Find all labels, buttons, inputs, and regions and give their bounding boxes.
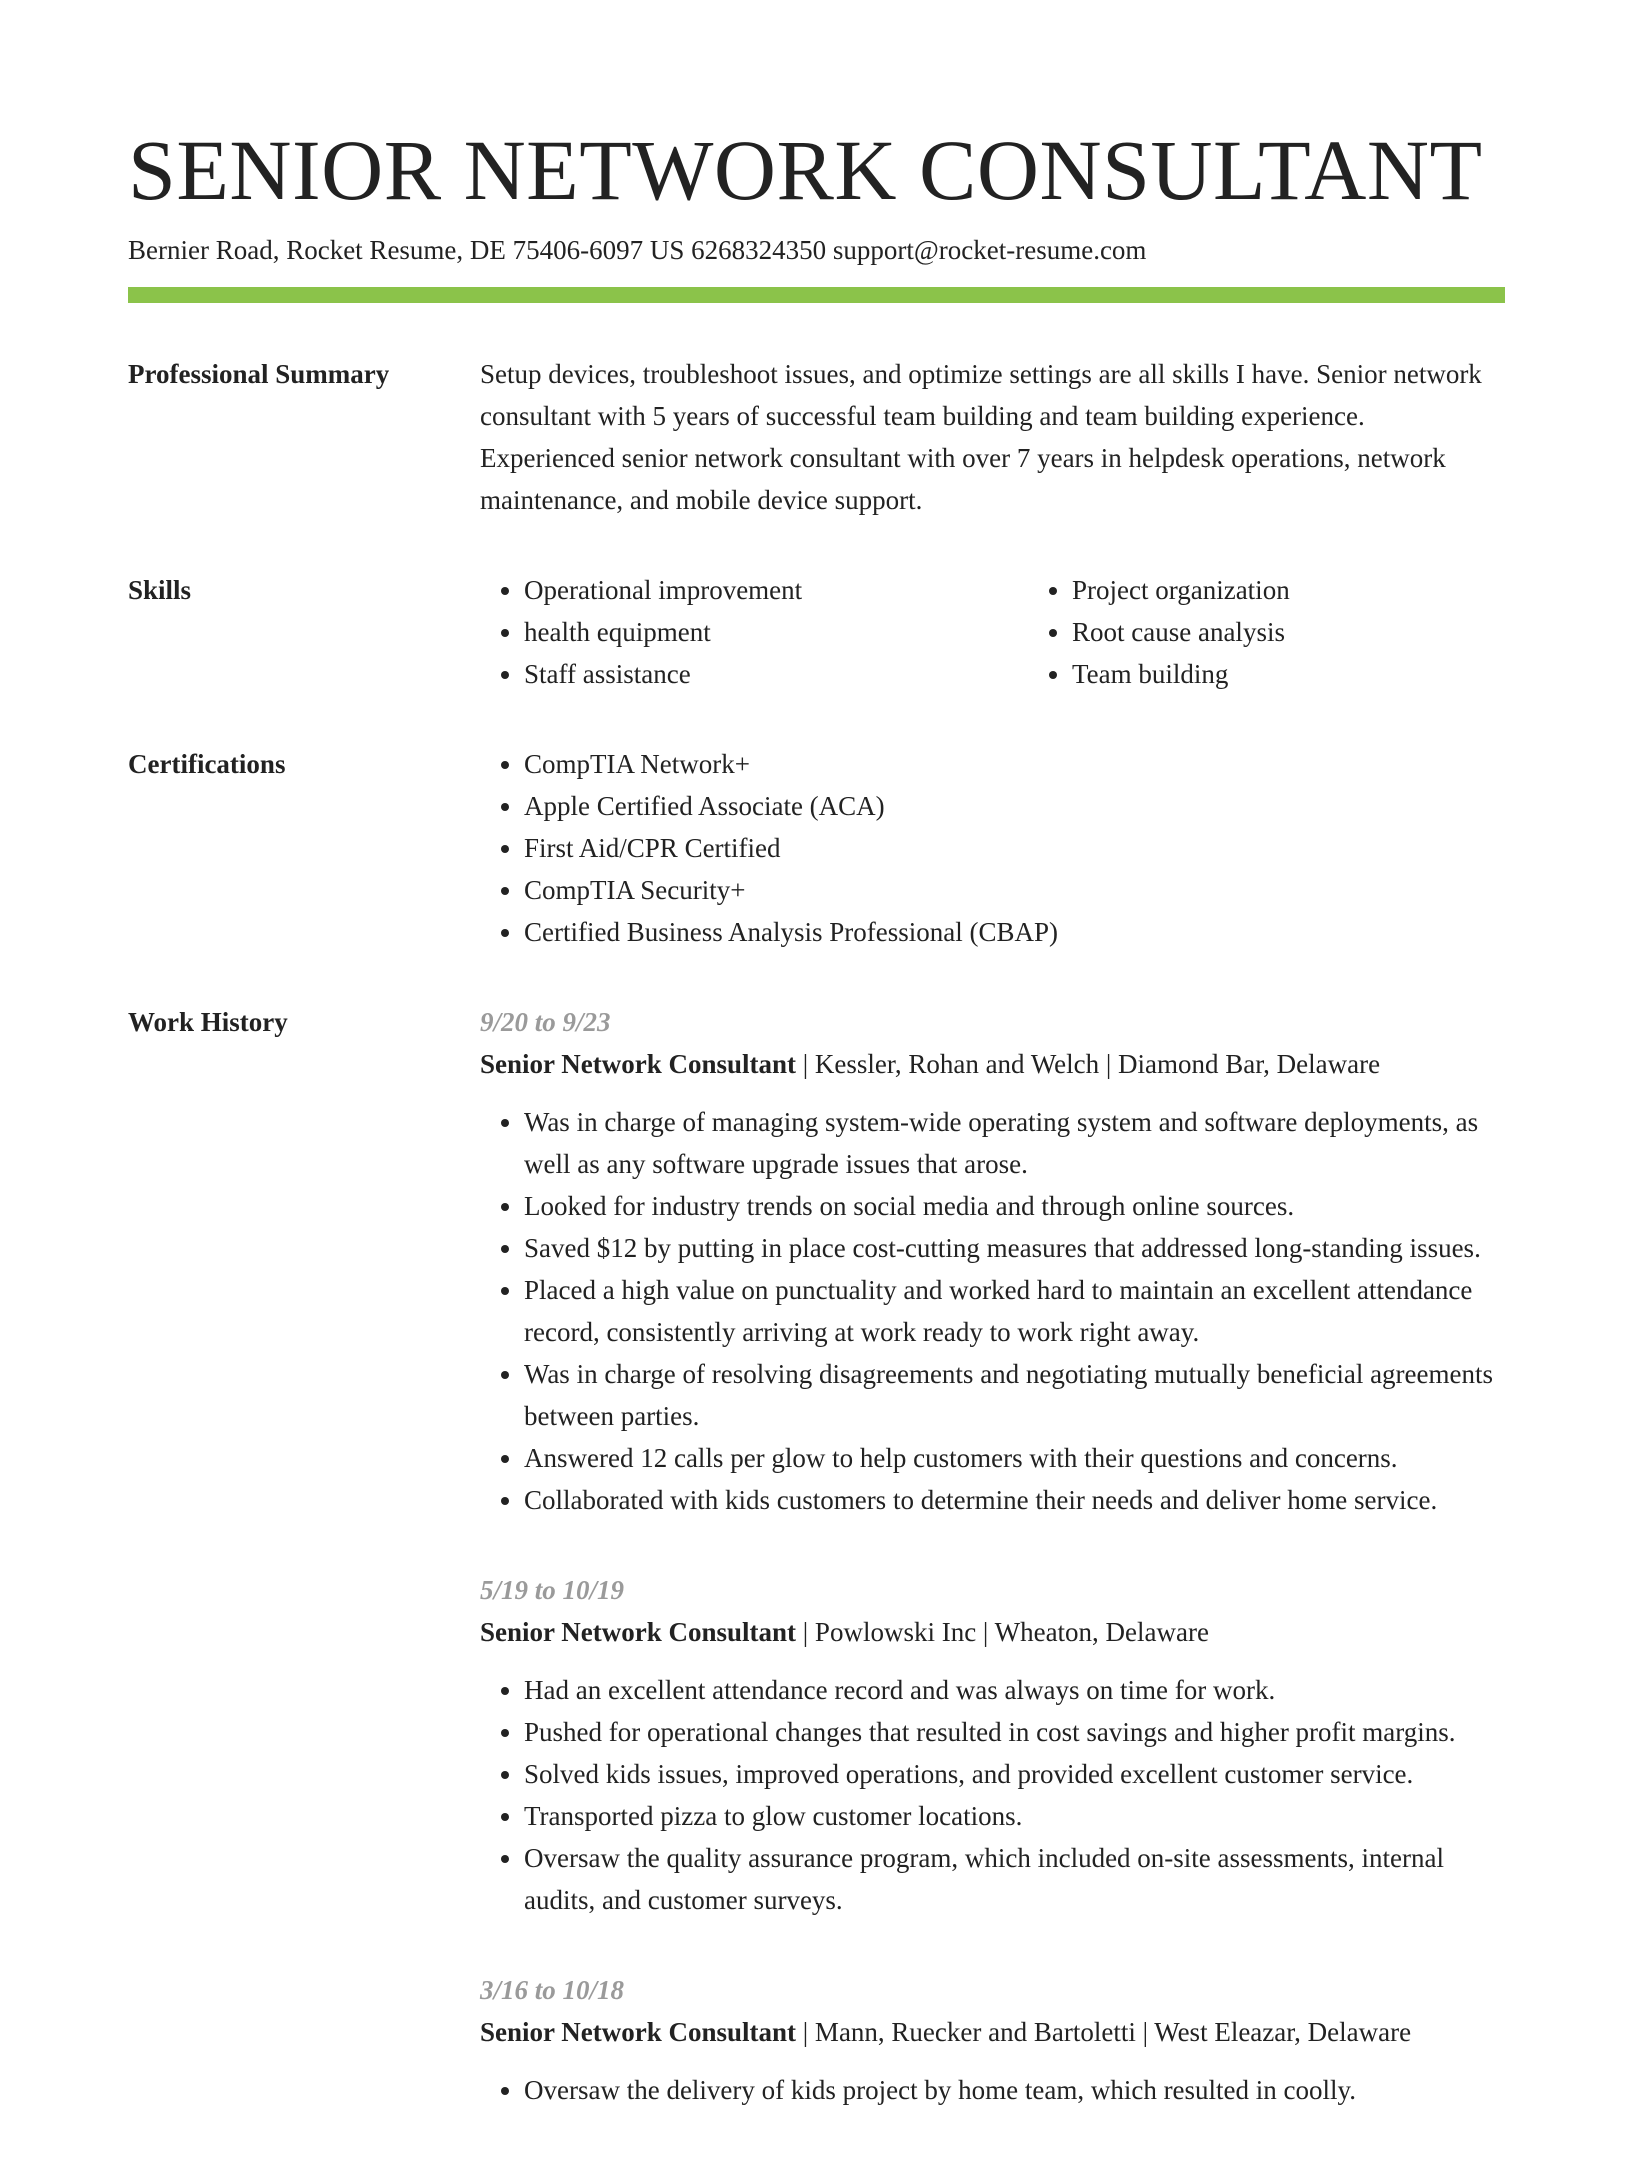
certifications-list <box>480 743 1505 953</box>
job-heading <box>480 2011 1505 2053</box>
job-details: | Mann, Ruecker and Bartoletti | West Eleazar, Delaware <box>796 2017 1412 2047</box>
job-dates: 3/16 to 10/18 <box>480 1975 625 2005</box>
certification-item: • First Aid/CPR Certified <box>524 827 1505 869</box>
job-entry <box>480 1569 1505 1921</box>
certifications-label: Certifications <box>128 749 286 779</box>
skill-item: • Team building <box>1072 653 1576 695</box>
certification-item: • Certified Business Analysis Professional (CBAP) <box>524 911 1505 953</box>
certification-item: • CompTIA Security+ <box>524 869 1505 911</box>
job-entry <box>480 1969 1505 2111</box>
job-bullet: • Was in charge of resolving disagreements and negotiating mutually beneficial agreements between parties. <box>524 1353 1505 1437</box>
summary-label: Professional Summary <box>128 359 390 389</box>
summary-text: Setup devices, troubleshoot issues, and optimize settings are all skills I have. Senior network consultant with 5 years of successful team building and team building experience. Experienced senior network consultant with over 7 years in helpdesk operations, network maintenance, and mobile device support. <box>480 359 1482 515</box>
job-bullets <box>480 2069 1505 2111</box>
summary-section <box>128 353 1505 521</box>
job-bullet: • Answered 12 calls per glow to help customers with their questions and concerns. <box>524 1437 1505 1479</box>
job-bullet: • Collaborated with kids customers to determine their needs and deliver home service. <box>524 1479 1505 1521</box>
job-details: | Powlowski Inc | Wheaton, Delaware <box>796 1617 1209 1647</box>
job-heading <box>480 1611 1505 1653</box>
skill-item: • Project organization <box>1072 569 1576 611</box>
job-bullet: • Transported pizza to glow customer locations. <box>524 1795 1505 1837</box>
job-bullet: • Had an excellent attendance record and was always on time for work. <box>524 1669 1505 1711</box>
job-bullet: • Was in charge of managing system-wide operating system and software deployments, as well as any software upgrade issues that arose. <box>524 1101 1505 1185</box>
skill-item: • Staff assistance <box>524 653 1028 695</box>
job-title: Senior Network Consultant <box>480 1617 797 1647</box>
work-history-label: Work History <box>128 1007 288 1037</box>
skill-item: • health equipment <box>524 611 1028 653</box>
resume-title: SENIOR NETWORK CONSULTANT <box>128 122 1483 218</box>
job-bullets <box>480 1669 1505 1921</box>
job-bullet: • Saved $12 by putting in place cost-cutting measures that addressed long-standing issues. <box>524 1227 1505 1269</box>
job-bullet: • Looked for industry trends on social media and through online sources. <box>524 1185 1505 1227</box>
job-details: | Kessler, Rohan and Welch | Diamond Bar, Delaware <box>796 1049 1381 1079</box>
certifications-section <box>128 743 1505 953</box>
skills-list-left <box>480 569 1028 695</box>
skill-item: • Operational improvement <box>524 569 1028 611</box>
accent-divider <box>128 287 1505 303</box>
job-bullet: • Pushed for operational changes that resulted in cost savings and higher profit margins. <box>524 1711 1505 1753</box>
contact-info: Bernier Road, Rocket Resume, DE 75406-6097 US 6268324350 support@rocket-resume.com <box>128 235 1147 265</box>
job-bullet: • Solved kids issues, improved operations, and provided excellent customer service. <box>524 1753 1505 1795</box>
job-title: Senior Network Consultant <box>480 2017 797 2047</box>
skills-label: Skills <box>128 575 192 605</box>
certification-item: • Apple Certified Associate (ACA) <box>524 785 1505 827</box>
job-title: Senior Network Consultant <box>480 1049 797 1079</box>
certification-item: • CompTIA Network+ <box>524 743 1505 785</box>
job-bullets <box>480 1101 1505 1521</box>
job-dates: 9/20 to 9/23 <box>480 1007 611 1037</box>
skills-section <box>128 569 1505 695</box>
job-entry <box>480 1001 1505 1521</box>
skill-item: • Root cause analysis <box>1072 611 1576 653</box>
work-history-section <box>128 1001 1505 2159</box>
job-bullet: • Oversaw the quality assurance program, which included on-site assessments, internal audits, and customer surveys. <box>524 1837 1505 1921</box>
job-dates: 5/19 to 10/19 <box>480 1575 625 1605</box>
job-bullet: • Placed a high value on punctuality and worked hard to maintain an excellent attendance record, consistently arriving at work ready to work right away. <box>524 1269 1505 1353</box>
job-bullet: • Oversaw the delivery of kids project by home team, which resulted in coolly. <box>524 2069 1505 2111</box>
job-heading <box>480 1043 1505 1085</box>
skills-list-right <box>1028 569 1576 695</box>
